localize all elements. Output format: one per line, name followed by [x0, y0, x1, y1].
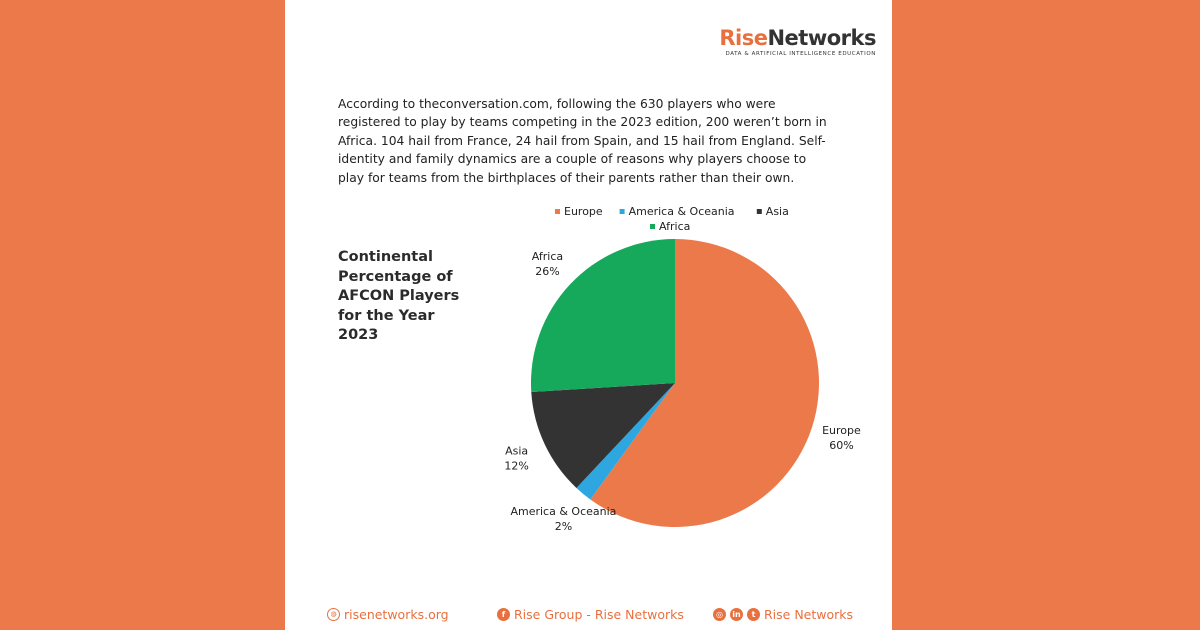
- legend-item: [555, 205, 603, 218]
- footer-facebook[interactable]: [497, 606, 684, 622]
- slice-label-value: 26%: [535, 265, 560, 279]
- legend-item: [650, 220, 690, 233]
- footer-social[interactable]: [713, 606, 853, 622]
- pie-chart: [285, 0, 892, 600]
- content-card: [285, 0, 892, 630]
- slice-label-name: America & Oceania: [510, 504, 617, 518]
- instagram-icon[interactable]: ◎: [713, 608, 726, 621]
- logo-word-networks: Networks: [767, 26, 876, 50]
- legend-label: Asia: [765, 205, 789, 218]
- chart-title: Continental Percentage of AFCON Players for the Year 2023: [338, 249, 460, 343]
- legend-swatch: [650, 224, 655, 229]
- intro-paragraph: According to theconversation.com, following the 630 players who were registered to play by teams competing in the 2023 edition, 200 weren’t born in Africa. 104 hail from France, 24 hail from Spain, and 15 hail from England. Self-identity and family dynamics are a couple of reasons why players choose to play for teams from the birthplaces of their parents rather than their own.: [338, 97, 827, 185]
- slice-label: [822, 424, 861, 452]
- legend-item: [757, 205, 789, 218]
- slice-label-name: Africa: [531, 250, 564, 264]
- legend-item: [620, 205, 735, 218]
- legend-label: Africa: [659, 220, 691, 233]
- legend-label: America & Oceania: [628, 205, 735, 218]
- slice-label-value: 2%: [554, 519, 573, 533]
- logo-word-rise: Rise: [719, 26, 768, 50]
- facebook-link[interactable]: Rise Group - Rise Networks: [514, 606, 684, 622]
- slice-label: [510, 505, 616, 533]
- social-handle[interactable]: Rise Networks: [764, 606, 854, 622]
- legend-swatch: [620, 209, 625, 214]
- legend-label: Europe: [564, 205, 603, 218]
- website-link[interactable]: risenetworks.org: [344, 606, 449, 622]
- slice-label-name: Europe: [822, 424, 861, 438]
- logo-tagline: DATA & ARTIFICIAL INTELLIGENCE EDUCATION: [725, 51, 876, 57]
- slice-label-name: Asia: [505, 444, 529, 458]
- slice-label-value: 60%: [829, 439, 854, 453]
- globe-icon: ◍: [327, 608, 340, 621]
- facebook-icon: f: [497, 608, 510, 621]
- twitter-icon[interactable]: t: [747, 608, 760, 621]
- slice-label-value: 12%: [504, 459, 529, 473]
- legend-swatch: [757, 209, 762, 214]
- slice-label: [532, 250, 563, 278]
- legend-swatch: [555, 209, 560, 214]
- linkedin-icon[interactable]: in: [730, 608, 743, 621]
- slice-label: [504, 445, 528, 473]
- footer-website[interactable]: [327, 606, 449, 622]
